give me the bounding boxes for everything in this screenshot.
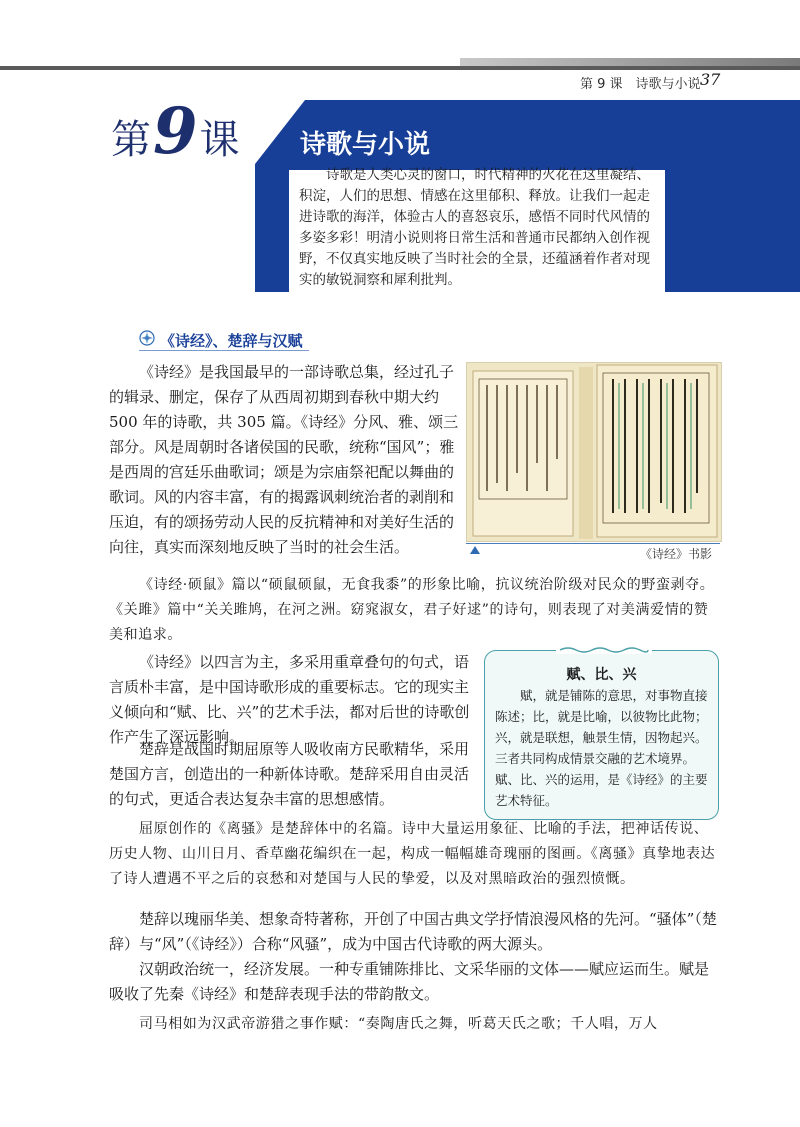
paragraph-hanfu: 汉朝政治统一，经济发展。一种专重铺陈排比、文采华丽的文体——赋应运而生。赋是吸收了先秦《诗经》和楚辞表现手法的带韵散文。 [109, 960, 710, 1003]
sidebar-text: 赋，就是铺陈的意思，对事物直接陈述；比，就是比喻，以彼物比此物；兴，就是联想，触景生情，因物起兴。三者共同构成情景交融的艺术境界。赋、比、兴的运用，是《诗经》的主要艺术特征。 [495, 688, 708, 808]
lesson-suffix: 课 [199, 117, 242, 163]
banner-notch [255, 100, 305, 164]
photo-caption: 《诗经》书影 [640, 547, 713, 561]
paragraph-fengsao: 楚辞以瑰丽华美、想象奇特著称，开创了中国古典文学抒情浪漫风格的先河。“骚体”（楚辞）与“风”（《诗经》）合称“风骚”，成为中国古代诗歌的两大源头。 [109, 910, 717, 953]
lesson-title: 诗歌与小说 [300, 130, 431, 160]
paragraph-sima-xiangru: 司马相如为汉武帝游猎之事作赋：“奏陶唐氏之舞，听葛天氏之歌；千人唱，万人 [139, 1016, 658, 1032]
running-head: 第 9 课 诗歌与小说 [580, 77, 701, 92]
page-number: 37 [700, 70, 721, 89]
section-heading: 《诗经》、楚辞与汉赋 [160, 332, 303, 350]
section-rule [139, 350, 309, 351]
paragraph-chuci: 楚辞是战国时期屈原等人吸收南方民歌精华，采用楚国方言，创造出的一种新体诗歌。楚辞采用自由灵活的句式，更适合表达复杂丰富的思想感情。 [109, 740, 470, 808]
lesson-intro: 诗歌是人类心灵的窗口，时代精神的火花在这里凝结、积淀，人们的思想、情感在这里郁积、释放。让我们一起走进诗歌的海洋，体验古人的喜怒哀乐，感悟不同时代风情的多姿多彩！明清小说则将日常生活和普通市民都纳入创作视野，不仅真实地反映了当时社会的全景，还蕴涵着作者对现实的敏锐洞察和犀利批判。 [299, 167, 650, 288]
lesson-number-digit: 9 [153, 94, 200, 169]
shijing-book-photo [466, 362, 722, 542]
paragraph-lisao: 屈原创作的《离骚》是楚辞体中的名篇。诗中大量运用象征、比喻的手法，把神话传说、历史人物、山川日月、香草幽花编织在一起，构成一幅幅雄奇瑰丽的图画。《离骚》真挚地表达了诗人遭遇不平之后的哀愁和对楚国与人民的挚爱，以及对黑暗政治的强烈愤慨。 [109, 821, 716, 887]
caption-triangle-icon [470, 546, 480, 554]
paragraph-shuoshu: 《诗经·硕鼠》篇以“硕鼠硕鼠，无食我黍”的形象比喻，抗议统治阶级对民众的野蛮剥夺。《关雎》篇中“关关雎鸠，在河之洲。窈窕淑女，君子好逑”的诗句，则表现了对美满爱情的赞美和追求。 [109, 577, 715, 643]
header-rule [0, 66, 800, 70]
lesson-number [111, 94, 242, 169]
lesson-prefix: 第 [111, 117, 153, 163]
section-icon [139, 330, 155, 346]
header-stripe [460, 58, 800, 66]
paragraph-shijing: 《诗经》是我国最早的一部诗歌总集，经过孔子的辑录、删定，保存了从西周初期到春秋中期大约 500 年的诗歌，共 305 篇。《诗经》分风、雅、颂三部分。风是周朝时各诸侯国的民歌，统称“国风”；雅是西周的宫廷乐曲歌词；颂是为宗庙祭祀配以舞曲的歌词。风的内容丰富，有的揭露讽刺统治者的剥削和压迫，有的颂扬劳动人民的反抗精神和对美好生活的向往，真实而深刻地反映了当时的社会生活。 [109, 363, 459, 556]
sidebar-ornament-icon [556, 646, 652, 654]
sidebar-title: 赋、比、兴 [566, 667, 637, 683]
book-pages-image [467, 363, 721, 541]
paragraph-siyan: 《诗经》以四言为主，多采用重章叠句的句式，语言质朴丰富，是中国诗歌形成的重要标志。它的现实主义倾向和“赋、比、兴”的艺术手法，都对后世的诗歌创作产生了深远影响。 [109, 653, 470, 746]
photo-caption-rule [466, 543, 720, 544]
